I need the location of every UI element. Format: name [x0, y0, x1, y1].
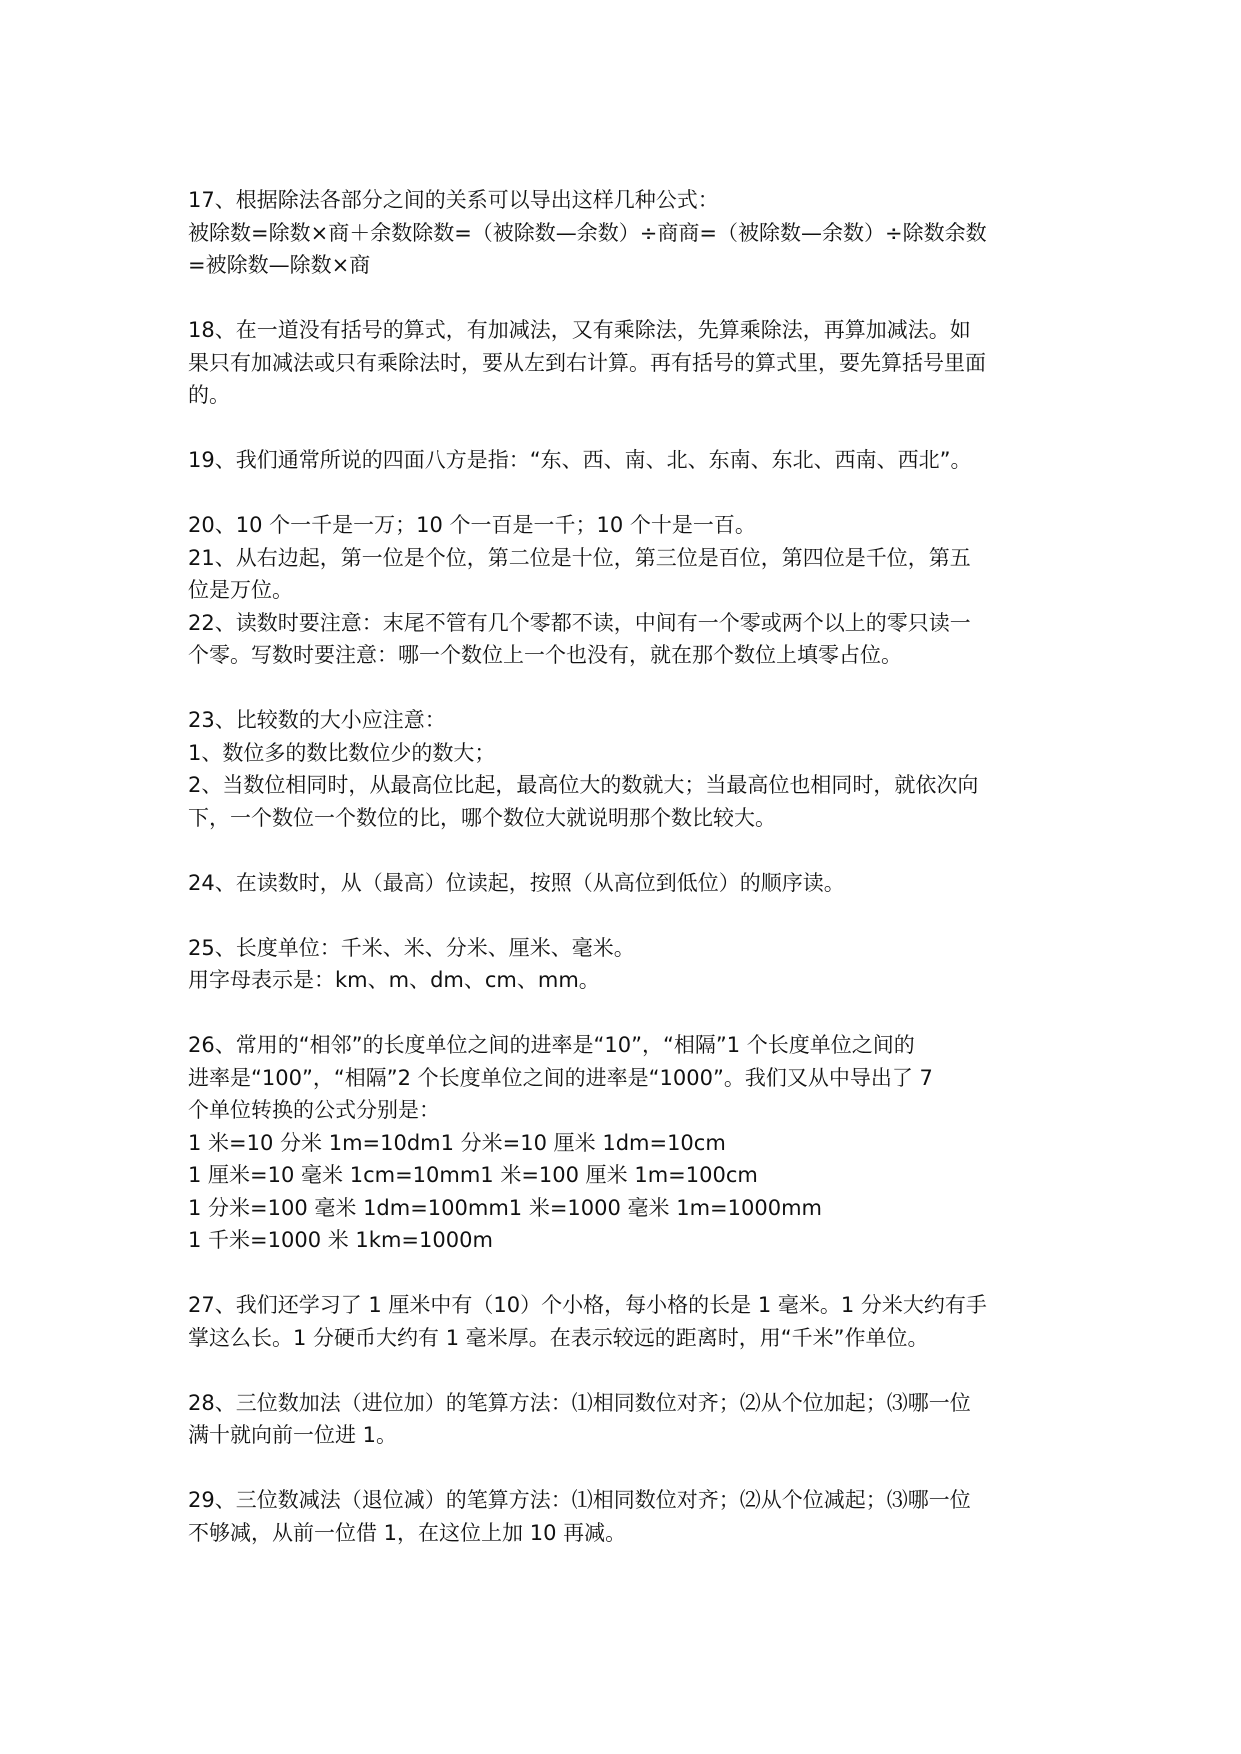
paragraph-gap: [188, 997, 1068, 1030]
text-line: 17、根据除法各部分之间的关系可以导出这样几种公式：: [188, 188, 719, 212]
paragraph-gap: [188, 672, 1068, 705]
text-line: =被除数—除数×商: [188, 253, 371, 277]
text-line: 20、10 个一千是一万；10 个一百是一千；10 个十是一百。: [188, 513, 756, 537]
paragraph-gap: [188, 412, 1068, 445]
text-line: 个单位转换的公式分别是：: [188, 1098, 440, 1122]
section-28: [188, 1387, 1068, 1452]
section-25: [188, 932, 1068, 997]
text-line: 进率是“100”，“相隔”2 个长度单位之间的进率是“1000”。我们又从中导出了 7: [188, 1065, 933, 1090]
paragraph-gap: [188, 477, 1068, 510]
text-line: 被除数=除数×商＋余数除数=（被除数—余数）÷商商=（被除数—余数）÷除数余数: [188, 220, 987, 245]
text-line: 18、在一道没有括号的算式，有加减法，又有乘除法，先算乘除法，再算加减法。如: [188, 318, 971, 342]
text-line: 25、长度单位：千米、米、分米、厘米、毫米。: [188, 935, 635, 960]
section-29: [188, 1484, 1068, 1549]
text-line: 不够减，从前一位借 1，在这位上加 10 再减。: [188, 1520, 627, 1545]
text-line: 23、比较数的大小应注意：: [188, 708, 446, 732]
section-17: [188, 184, 1068, 282]
text-line: 21、从右边起，第一位是个位，第二位是十位，第三位是百位，第四位是千位，第五: [188, 545, 971, 570]
text-line: 个零。写数时要注意：哪一个数位上一个也没有，就在那个数位上填零占位。: [188, 643, 902, 667]
text-line: 1 千米=1000 米 1km=1000m: [188, 1228, 493, 1252]
text-line: 2、当数位相同时，从最高位比起，最高位大的数就大；当最高位也相同时，就依次向: [188, 773, 979, 797]
text-line: 1、数位多的数比数位少的数大；: [188, 740, 496, 765]
section-27: [188, 1289, 1068, 1354]
text-line: 27、我们还学习了 1 厘米中有（10）个小格，每小格的长是 1 毫米。1 分米大约有手: [188, 1293, 987, 1317]
section-23: [188, 704, 1068, 834]
section-18: [188, 314, 1068, 412]
text-line: 24、在读数时，从（最高）位读起，按照（从高位到低位）的顺序读。: [188, 870, 845, 895]
paragraph-gap: [188, 899, 1068, 932]
paragraph-gap: [188, 282, 1068, 315]
text-line: 位是万位。: [188, 578, 293, 602]
text-line: 26、常用的“相邻”的长度单位之间的进率是“10”，“相隔”1 个长度单位之间的: [188, 1033, 915, 1057]
text-line: 1 分米=100 毫米 1dm=100mm1 米=1000 毫米 1m=1000mm: [188, 1195, 822, 1220]
document-body: [188, 184, 1068, 1549]
text-line: 22、读数时要注意：末尾不管有几个零都不读，中间有一个零或两个以上的零只读一: [188, 610, 971, 635]
text-line: 下，一个数位一个数位的比，哪个数位大就说明那个数比较大。: [188, 805, 776, 830]
section-26: [188, 1029, 1068, 1257]
text-line: 1 厘米=10 毫米 1cm=10mm1 米=100 厘米 1m=100cm: [188, 1163, 758, 1187]
text-line: 掌这么长。1 分硬币大约有 1 毫米厚。在表示较远的距离时，用“千米”作单位。: [188, 1325, 929, 1350]
section-20-22: [188, 509, 1068, 672]
text-line: 果只有加减法或只有乘除法时，要从左到右计算。再有括号的算式里，要先算括号里面: [188, 350, 986, 375]
text-line: 1 米=10 分米 1m=10dm1 分米=10 厘米 1dm=10cm: [188, 1130, 726, 1155]
text-line: 29、三位数减法（退位减）的笔算方法：⑴相同数位对齐；⑵从个位减起；⑶哪一位: [188, 1488, 971, 1512]
text-line: 用字母表示是：km、m、dm、cm、mm。: [188, 968, 600, 992]
paragraph-gap: [188, 1354, 1068, 1387]
text-line: 19、我们通常所说的四面八方是指：“东、西、南、北、东南、东北、西南、西北”。: [188, 448, 972, 472]
text-line: 满十就向前一位进 1。: [188, 1423, 398, 1447]
section-19: [188, 444, 1068, 477]
text-line: 的。: [188, 383, 230, 407]
text-line: 28、三位数加法（进位加）的笔算方法：⑴相同数位对齐；⑵从个位加起；⑶哪一位: [188, 1390, 971, 1415]
paragraph-gap: [188, 1452, 1068, 1485]
paragraph-gap: [188, 834, 1068, 867]
paragraph-gap: [188, 1257, 1068, 1290]
section-24: [188, 867, 1068, 900]
